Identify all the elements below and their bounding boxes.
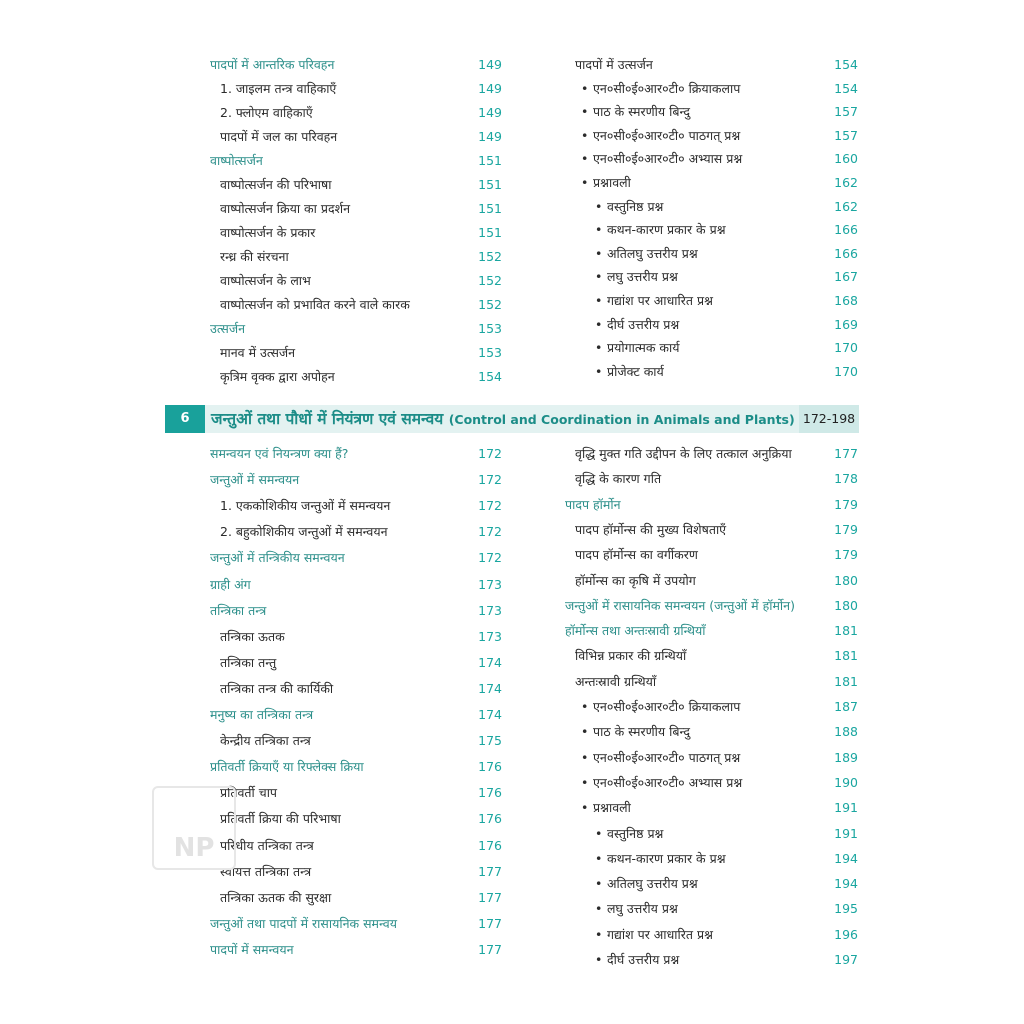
toc-entry-title: • प्रश्नावली bbox=[593, 797, 631, 819]
toc-entry bbox=[210, 547, 510, 569]
toc-entry-page: 151 bbox=[478, 153, 502, 168]
toc-entry-title: • वस्तुनिष्ठ प्रश्न bbox=[607, 823, 663, 845]
toc-entry-page: 151 bbox=[478, 177, 502, 192]
toc-entry bbox=[565, 645, 865, 667]
toc-entry-page: 152 bbox=[478, 249, 502, 264]
toc-entry-title: • एन०सी०ई०आर०टी० पाठगत् प्रश्न bbox=[593, 125, 740, 147]
toc-entry bbox=[575, 243, 865, 265]
toc-entry-title: मानव में उत्सर्जन bbox=[220, 345, 296, 360]
toc-entry-title: • गद्यांश पर आधारित प्रश्न bbox=[607, 290, 713, 312]
toc-entry-page: 179 bbox=[834, 496, 858, 512]
toc-entry-title: समन्वयन एवं नियन्त्रण क्या हैं? bbox=[210, 446, 349, 461]
toc-entry-title: हॉर्मोन्स का कृषि में उपयोग bbox=[575, 572, 696, 588]
toc-entry-page: 176 bbox=[478, 837, 502, 853]
toc-entry-title: • प्रश्नावली bbox=[593, 172, 631, 194]
toc-entry-title: • लघु उत्तरीय प्रश्न bbox=[607, 898, 678, 920]
toc-entry-title: पादप हॉर्मोन्स का वर्गीकरण bbox=[575, 547, 698, 563]
toc-entry-title: 2. बहुकोशिकीय जन्तुओं में समन्वयन bbox=[220, 524, 388, 540]
toc-entry-page: 162 bbox=[834, 175, 858, 190]
toc-entry bbox=[210, 102, 510, 124]
chapter-title-english: (Control and Coordination in Animals and Plants) bbox=[448, 412, 795, 427]
toc-entry-page: 173 bbox=[478, 602, 502, 618]
toc-entry-page: 149 bbox=[478, 105, 502, 120]
toc-entry bbox=[210, 443, 510, 465]
toc-entry-title: कृत्रिम वृक्क द्वारा अपोहन bbox=[220, 369, 335, 384]
toc-entry-page: 152 bbox=[478, 273, 502, 288]
toc-entry-page: 152 bbox=[478, 297, 502, 312]
toc-entry-page: 157 bbox=[834, 127, 858, 143]
toc-top-right-column bbox=[575, 54, 865, 384]
toc-entry bbox=[210, 600, 510, 622]
toc-entry bbox=[565, 873, 865, 895]
toc-entry-title: • प्रयोगात्मक कार्य bbox=[607, 337, 680, 359]
toc-entry-page: 153 bbox=[478, 345, 502, 360]
toc-entry bbox=[565, 924, 865, 946]
toc-entry bbox=[210, 270, 510, 292]
toc-entry-page: 178 bbox=[834, 471, 858, 487]
toc-entry bbox=[210, 626, 510, 648]
toc-entry bbox=[210, 54, 510, 76]
toc-entry bbox=[210, 366, 510, 388]
toc-entry-title: प्रतिवर्ती क्रियाएँ या रिफ्लेक्स क्रिया bbox=[210, 759, 364, 775]
toc-entry-title: विभिन्न प्रकार की ग्रन्थियाँ bbox=[575, 648, 687, 664]
toc-entry bbox=[565, 848, 865, 870]
toc-entry-title: उत्सर्जन bbox=[210, 321, 246, 336]
toc-entry-title: मनुष्य का तन्त्रिका तन्त्र bbox=[210, 707, 314, 722]
toc-entry-page: 191 bbox=[834, 825, 858, 841]
toc-entry bbox=[210, 521, 510, 543]
toc-entry-page: 166 bbox=[834, 245, 858, 261]
toc-entry-page: 166 bbox=[834, 222, 858, 238]
toc-entry bbox=[575, 172, 865, 194]
toc-entry-title: पादपों में समन्वयन bbox=[210, 941, 294, 957]
chapter-page-range: 172-198 bbox=[799, 405, 859, 433]
toc-entry-title: • गद्यांश पर आधारित प्रश्न bbox=[607, 924, 713, 946]
toc-entry-page: 177 bbox=[834, 446, 858, 461]
toc-entry-page: 153 bbox=[478, 321, 502, 336]
toc-entry bbox=[565, 494, 865, 516]
toc-entry-page: 154 bbox=[834, 57, 858, 72]
toc-entry-page: 151 bbox=[478, 201, 502, 216]
toc-entry-page: 187 bbox=[834, 699, 858, 714]
toc-entry bbox=[210, 78, 510, 100]
toc-entry-title: जन्तुओं में समन्वयन bbox=[210, 472, 300, 488]
toc-entry bbox=[575, 337, 865, 359]
toc-entry-title: तन्त्रिका तन्त्र bbox=[210, 602, 267, 618]
toc-entry-page: 179 bbox=[834, 521, 858, 537]
toc-entry-title: स्वायत्त तन्त्रिका तन्त्र bbox=[220, 863, 312, 879]
toc-entry-page: 181 bbox=[834, 623, 858, 639]
toc-entry bbox=[565, 595, 865, 617]
toc-entry-page: 157 bbox=[834, 104, 858, 120]
toc-entry-title: 1. एककोशिकीय जन्तुओं में समन्वयन bbox=[220, 498, 391, 514]
toc-entry-title: तन्त्रिका तन्तु bbox=[220, 654, 277, 670]
toc-entry-title: हॉर्मोन्स तथा अन्तःस्रावी ग्रन्थियाँ bbox=[565, 623, 706, 639]
toc-entry bbox=[210, 939, 510, 961]
chapter-title bbox=[211, 405, 795, 434]
toc-entry bbox=[210, 495, 510, 517]
toc-entry-title: पादपों में आन्तरिक परिवहन bbox=[210, 57, 335, 72]
toc-entry-title: तन्त्रिका ऊतक bbox=[220, 628, 285, 644]
toc-entry bbox=[210, 652, 510, 674]
toc-entry-title: • एन०सी०ई०आर०टी० पाठगत् प्रश्न bbox=[593, 747, 740, 769]
toc-entry bbox=[575, 54, 865, 76]
toc-bottom-right-column bbox=[565, 443, 865, 973]
toc-entry-title: • वस्तुनिष्ठ प्रश्न bbox=[607, 196, 663, 218]
toc-entry-title: • एन०सी०ई०आर०टी० क्रियाकलाप bbox=[593, 696, 740, 718]
toc-entry-page: 172 bbox=[478, 550, 502, 566]
toc-bottom-left-column bbox=[210, 443, 510, 963]
toc-entry-title: अन्तःस्रावी ग्रन्थियाँ bbox=[575, 673, 657, 689]
toc-entry-title: • पाठ के स्मरणीय बिन्दु bbox=[593, 101, 690, 123]
toc-entry bbox=[565, 671, 865, 693]
toc-entry bbox=[575, 219, 865, 241]
toc-entry bbox=[210, 574, 510, 596]
toc-entry-title: • कथन-कारण प्रकार के प्रश्न bbox=[607, 848, 726, 870]
toc-entry-title: वाष्पोत्सर्जन को प्रभावित करने वाले कारक bbox=[220, 297, 410, 312]
toc-entry bbox=[565, 696, 865, 718]
toc-entry-page: 190 bbox=[834, 774, 858, 790]
toc-entry-title: 1. जाइलम तन्त्र वाहिकाएँ bbox=[220, 81, 337, 96]
toc-entry-title: तन्त्रिका तन्त्र की कार्यिकी bbox=[220, 680, 334, 696]
toc-entry-page: 174 bbox=[478, 654, 502, 670]
toc-entry-page: 172 bbox=[478, 446, 502, 461]
toc-entry bbox=[210, 222, 510, 244]
toc-entry-title: • दीर्घ उत्तरीय प्रश्न bbox=[607, 314, 679, 336]
toc-entry bbox=[575, 125, 865, 147]
toc-entry bbox=[210, 861, 510, 883]
toc-entry-page: 197 bbox=[834, 952, 858, 967]
toc-entry bbox=[210, 318, 510, 340]
toc-entry-page: 180 bbox=[834, 597, 858, 613]
toc-entry-page: 174 bbox=[478, 680, 502, 696]
toc-entry-title: • दीर्घ उत्तरीय प्रश्न bbox=[607, 949, 679, 971]
toc-entry-title: • पाठ के स्मरणीय बिन्दु bbox=[593, 721, 690, 743]
toc-entry-title: जन्तुओं में रासायनिक समन्वयन (जन्तुओं में हॉर्मोन) bbox=[565, 597, 795, 613]
toc-entry-title: प्रतिवर्ती क्रिया की परिभाषा bbox=[220, 811, 341, 827]
toc-entry-title: वाष्पोत्सर्जन क्रिया का प्रदर्शन bbox=[220, 201, 351, 216]
toc-entry-page: 175 bbox=[478, 733, 502, 749]
toc-entry-page: 176 bbox=[478, 811, 502, 827]
toc-entry bbox=[565, 570, 865, 592]
toc-entry-page: 167 bbox=[834, 269, 858, 285]
toc-entry-title: • कथन-कारण प्रकार के प्रश्न bbox=[607, 219, 726, 241]
toc-entry-page: 149 bbox=[478, 129, 502, 144]
toc-entry bbox=[210, 126, 510, 148]
toc-entry-title: केन्द्रीय तन्त्रिका तन्त्र bbox=[220, 733, 311, 749]
toc-entry-page: 180 bbox=[834, 572, 858, 588]
toc-entry bbox=[565, 772, 865, 794]
toc-entry bbox=[565, 823, 865, 845]
toc-entry bbox=[575, 78, 865, 100]
chapter-header-bar bbox=[165, 405, 859, 433]
toc-entry-page: 149 bbox=[478, 81, 502, 96]
toc-entry bbox=[210, 150, 510, 172]
chapter-number: 6 bbox=[165, 405, 205, 433]
toc-entry bbox=[565, 544, 865, 566]
toc-entry bbox=[575, 196, 865, 218]
toc-entry bbox=[565, 519, 865, 541]
toc-entry bbox=[210, 835, 510, 857]
toc-entry-page: 176 bbox=[478, 759, 502, 775]
toc-entry-page: 189 bbox=[834, 749, 858, 765]
toc-entry-title: वाष्पोत्सर्जन bbox=[210, 153, 263, 168]
toc-entry-page: 195 bbox=[834, 901, 858, 917]
toc-entry-title: तन्त्रिका ऊतक की सुरक्षा bbox=[220, 889, 332, 905]
toc-entry bbox=[210, 469, 510, 491]
toc-entry-page: 170 bbox=[834, 363, 858, 379]
toc-entry-page: 176 bbox=[478, 785, 502, 801]
toc-entry-title: वृद्धि के कारण गति bbox=[575, 471, 662, 487]
toc-entry-page: 196 bbox=[834, 926, 858, 942]
toc-entry bbox=[565, 443, 865, 465]
chapter-title-hindi: जन्तुओं तथा पौधों में नियंत्रण एवं समन्वय bbox=[211, 410, 444, 428]
toc-entry bbox=[210, 913, 510, 935]
toc-entry-title: वाष्पोत्सर्जन के प्रकार bbox=[220, 225, 316, 240]
toc-entry-page: 154 bbox=[478, 369, 502, 384]
toc-entry-title: • एन०सी०ई०आर०टी० क्रियाकलाप bbox=[593, 78, 740, 100]
toc-entry bbox=[565, 468, 865, 490]
toc-entry-page: 160 bbox=[834, 151, 858, 167]
toc-entry-title: पादप हॉर्मोन bbox=[565, 496, 621, 512]
toc-entry-page: 177 bbox=[478, 941, 502, 957]
toc-entry-page: 194 bbox=[834, 850, 858, 866]
toc-entry-title: जन्तुओं तथा पादपों में रासायनिक समन्वय bbox=[210, 915, 397, 931]
toc-entry-title: • अतिलघु उत्तरीय प्रश्न bbox=[607, 243, 698, 265]
toc-entry bbox=[575, 101, 865, 123]
toc-entry-title: परिधीय तन्त्रिका तन्त्र bbox=[220, 837, 314, 853]
toc-entry bbox=[210, 246, 510, 268]
toc-entry-title: ग्राही अंग bbox=[210, 576, 251, 592]
toc-entry bbox=[565, 620, 865, 642]
toc-entry-page: 177 bbox=[478, 889, 502, 905]
toc-entry-title: रन्ध्र की संरचना bbox=[220, 249, 289, 264]
toc-entry-title: • एन०सी०ई०आर०टी० अभ्यास प्रश्न bbox=[593, 772, 742, 794]
toc-entry-page: 168 bbox=[834, 293, 858, 308]
toc-entry bbox=[210, 198, 510, 220]
toc-entry-page: 181 bbox=[834, 673, 858, 689]
toc-entry bbox=[210, 342, 510, 364]
toc-entry-page: 172 bbox=[478, 498, 502, 514]
toc-entry-page: 179 bbox=[834, 547, 858, 563]
toc-entry-title: पादपों में जल का परिवहन bbox=[220, 129, 338, 144]
toc-entry bbox=[565, 721, 865, 743]
toc-entry-page: 172 bbox=[478, 472, 502, 488]
toc-entry bbox=[575, 290, 865, 312]
toc-entry bbox=[575, 361, 865, 383]
toc-entry-page: 191 bbox=[834, 800, 858, 816]
publisher-watermark-logo: NP bbox=[152, 786, 236, 870]
toc-entry-page: 174 bbox=[478, 707, 502, 722]
toc-entry bbox=[210, 174, 510, 196]
toc-entry-page: 177 bbox=[478, 863, 502, 879]
toc-entry bbox=[210, 704, 510, 726]
toc-entry bbox=[210, 678, 510, 700]
toc-entry-title: जन्तुओं में तन्त्रिकीय समन्वयन bbox=[210, 550, 345, 566]
toc-entry bbox=[210, 887, 510, 909]
toc-entry-page: 181 bbox=[834, 648, 858, 664]
toc-entry bbox=[575, 314, 865, 336]
toc-entry bbox=[210, 782, 510, 804]
toc-entry bbox=[210, 756, 510, 778]
toc-entry bbox=[210, 294, 510, 316]
toc-entry-page: 177 bbox=[478, 915, 502, 931]
toc-entry bbox=[210, 730, 510, 752]
toc-entry-title: • अतिलघु उत्तरीय प्रश्न bbox=[607, 873, 698, 895]
toc-entry-page: 173 bbox=[478, 576, 502, 592]
toc-entry-title: पादपों में उत्सर्जन bbox=[575, 57, 653, 72]
toc-entry-page: 188 bbox=[834, 724, 858, 740]
toc-entry bbox=[565, 898, 865, 920]
toc-entry-page: 151 bbox=[478, 225, 502, 240]
toc-entry-page: 154 bbox=[834, 80, 858, 96]
toc-entry-title: 2. फ्लोएम वाहिकाएँ bbox=[220, 105, 313, 120]
toc-entry bbox=[575, 148, 865, 170]
toc-entry bbox=[565, 797, 865, 819]
toc-entry-page: 172 bbox=[478, 524, 502, 540]
toc-entry-page: 173 bbox=[478, 628, 502, 644]
toc-entry-page: 149 bbox=[478, 57, 502, 72]
toc-entry bbox=[575, 266, 865, 288]
toc-entry-title: पादप हॉर्मोन्स की मुख्य विशेषताएँ bbox=[575, 521, 727, 537]
toc-entry-page: 169 bbox=[834, 316, 858, 332]
toc-entry bbox=[565, 747, 865, 769]
toc-entry-title: वाष्पोत्सर्जन के लाभ bbox=[220, 273, 311, 288]
toc-entry-title: वृद्धि मुक्त गति उद्दीपन के लिए तत्काल अनुक्रिया bbox=[575, 446, 792, 461]
toc-entry-title: • एन०सी०ई०आर०टी० अभ्यास प्रश्न bbox=[593, 148, 742, 170]
toc-entry-title: • लघु उत्तरीय प्रश्न bbox=[607, 266, 678, 288]
toc-entry-page: 194 bbox=[834, 876, 858, 892]
toc-top-left-column bbox=[210, 54, 510, 394]
toc-entry bbox=[565, 949, 865, 971]
toc-entry-title: प्रतिवर्ती चाप bbox=[220, 785, 278, 801]
toc-entry-title: • प्रोजेक्ट कार्य bbox=[607, 361, 664, 383]
toc-entry-page: 170 bbox=[834, 340, 858, 356]
toc-entry bbox=[210, 808, 510, 830]
toc-entry-title: वाष्पोत्सर्जन की परिभाषा bbox=[220, 177, 332, 192]
toc-entry-page: 162 bbox=[834, 198, 858, 214]
